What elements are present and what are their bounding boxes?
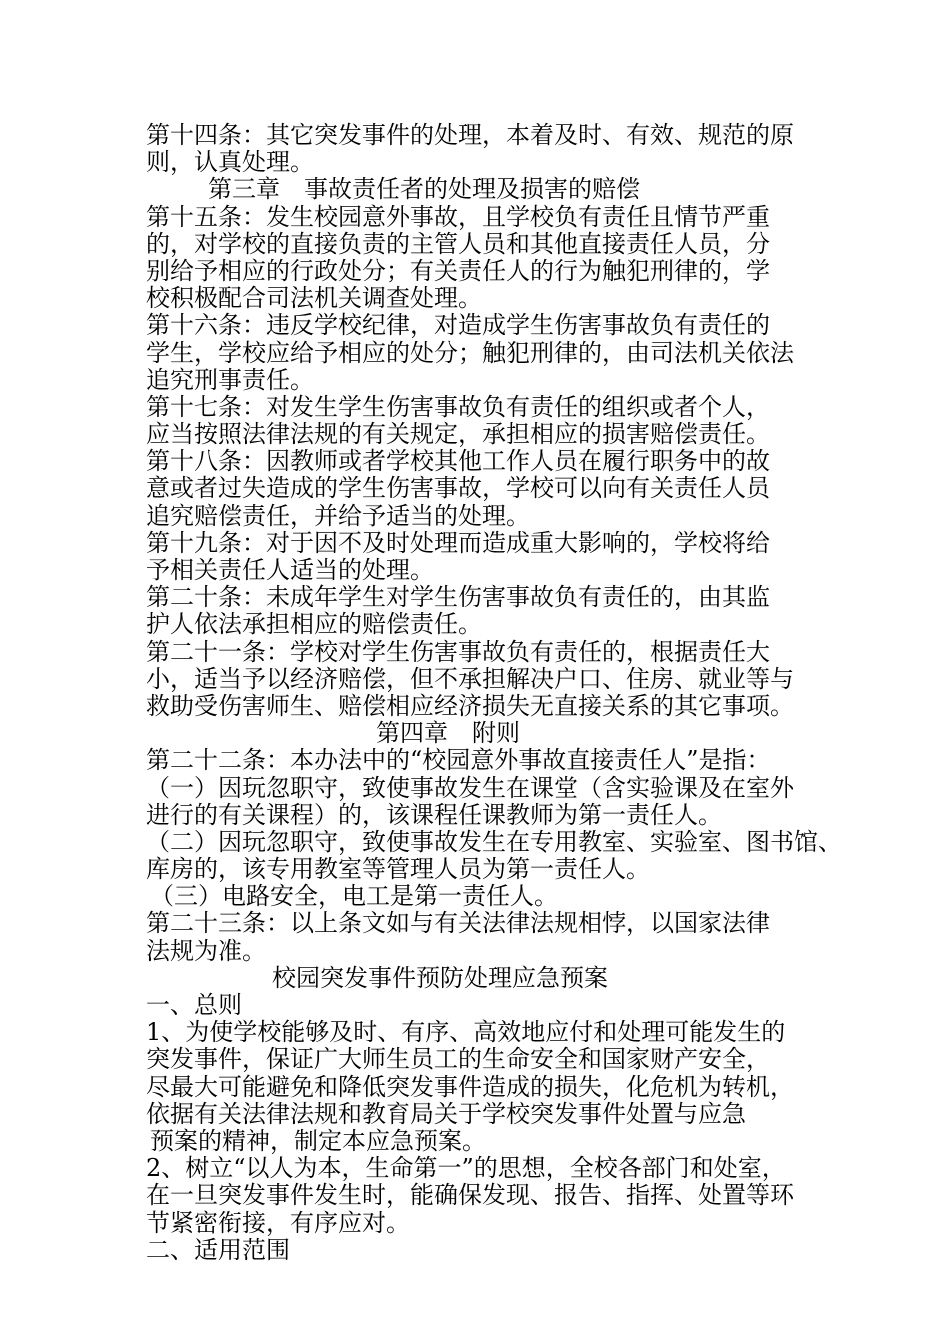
paragraph-line: 护人依法承担相应的赔偿责任。 xyxy=(146,610,482,639)
document-body xyxy=(146,121,842,1264)
paragraph-line: 进行的有关课程）的，该课程任课教师为第一责任人。 xyxy=(146,800,722,829)
paragraph-line: （一）因玩忽职守，致使事故发生在课堂（含实验课及在室外 xyxy=(146,773,794,802)
paragraph-line: 一、总则 xyxy=(146,991,242,1019)
paragraph-line: 小，适当予以经济赔偿，但不承担解决户口、住房、就业等与 xyxy=(146,664,794,693)
paragraph-line: 第二十二条：本办法中的“校园意外事故直接责任人”是指： xyxy=(146,746,771,775)
paragraph-line: 二、适用范围 xyxy=(146,1235,290,1264)
paragraph-line: 预案的精神，制定本应急预案。 xyxy=(150,1126,486,1155)
paragraph-line: 2、树立“以人为本，生命第一”的思想，全校各部门和处室， xyxy=(146,1154,786,1183)
paragraph-line: 节紧密衔接，有序应对。 xyxy=(146,1208,410,1237)
section-title: 校园突发事件预防处理应急预案 xyxy=(272,963,608,992)
paragraph-line: 追究刑事责任。 xyxy=(146,365,314,394)
paragraph-line: 则，认真处理。 xyxy=(146,148,314,177)
paragraph-line: 应当按照法律法规的有关规定，承担相应的损害赔偿责任。 xyxy=(146,420,770,449)
paragraph-line: （二）因玩忽职守，致使事故发生在专用教室、实验室、图书馆、 xyxy=(146,827,842,856)
paragraph-line: 第二十三条：以上条文如与有关法律法规相悖，以国家法律 xyxy=(146,909,770,938)
paragraph-line: 校积极配合司法机关调查处理。 xyxy=(146,284,482,313)
paragraph-line: 库房的，该专用教室等管理人员为第一责任人。 xyxy=(146,855,650,884)
paragraph-line: 第二十一条：学校对学生伤害事故负有责任的，根据责任大 xyxy=(146,637,770,666)
paragraph-line: 在一旦突发事件发生时，能确保发现、报告、指挥、处置等环 xyxy=(146,1181,794,1210)
paragraph-line: 尽最大可能避免和降低突发事件造成的损失，化危机为转机， xyxy=(146,1072,794,1101)
paragraph-line: 依据有关法律法规和教育局关于学校突发事件处置与应急 xyxy=(146,1099,746,1128)
paragraph-line: 追究赔偿责任，并给予适当的处理。 xyxy=(146,501,530,530)
paragraph-line: 救助受伤害师生、赔偿相应经济损失无直接关系的其它事项。 xyxy=(146,691,794,720)
paragraph-line: 第二十条：未成年学生对学生伤害事故负有责任的，由其监 xyxy=(146,583,770,612)
paragraph-line: 突发事件，保证广大师生员工的生命安全和国家财产安全， xyxy=(146,1045,770,1074)
paragraph-line: 第十五条：发生校园意外事故，且学校负有责任且情节严重 xyxy=(146,202,770,231)
paragraph-line: 予相关责任人适当的处理。 xyxy=(146,556,434,584)
paragraph-line: （三）电路安全，电工是第一责任人。 xyxy=(150,882,558,911)
paragraph-line: 意或者过失造成的学生伤害事故，学校可以向有关责任人员 xyxy=(146,474,770,503)
paragraph-line: 第十七条：对发生学生伤害事故负有责任的组织或者个人， xyxy=(146,392,770,421)
paragraph-line: 的，对学校的直接负责的主管人员和其他直接责任人员，分 xyxy=(146,229,770,258)
chapter-heading: 第三章 事故责任者的处理及损害的赔偿 xyxy=(208,175,640,204)
paragraph-line: 第十八条：因教师或者学校其他工作人员在履行职务中的故 xyxy=(146,447,770,476)
paragraph-line: 法规为准。 xyxy=(146,936,266,965)
paragraph-line: 学生，学校应给予相应的处分；触犯刑律的，由司法机关依法 xyxy=(146,338,794,367)
paragraph-line: 第十九条：对于因不及时处理而造成重大影响的，学校将给 xyxy=(146,528,770,557)
paragraph-line: 第十六条：违反学校纪律，对造成学生伤害事故负有责任的 xyxy=(146,311,770,340)
paragraph-line: 别给予相应的行政处分；有关责任人的行为触犯刑律的，学 xyxy=(146,256,770,285)
paragraph-line: 第十四条：其它突发事件的处理，本着及时、有效、规范的原 xyxy=(146,121,794,149)
paragraph-line: 1、为使学校能够及时、有序、高效地应付和处理可能发生的 xyxy=(146,1018,786,1047)
chapter-heading: 第四章 附则 xyxy=(376,719,520,748)
